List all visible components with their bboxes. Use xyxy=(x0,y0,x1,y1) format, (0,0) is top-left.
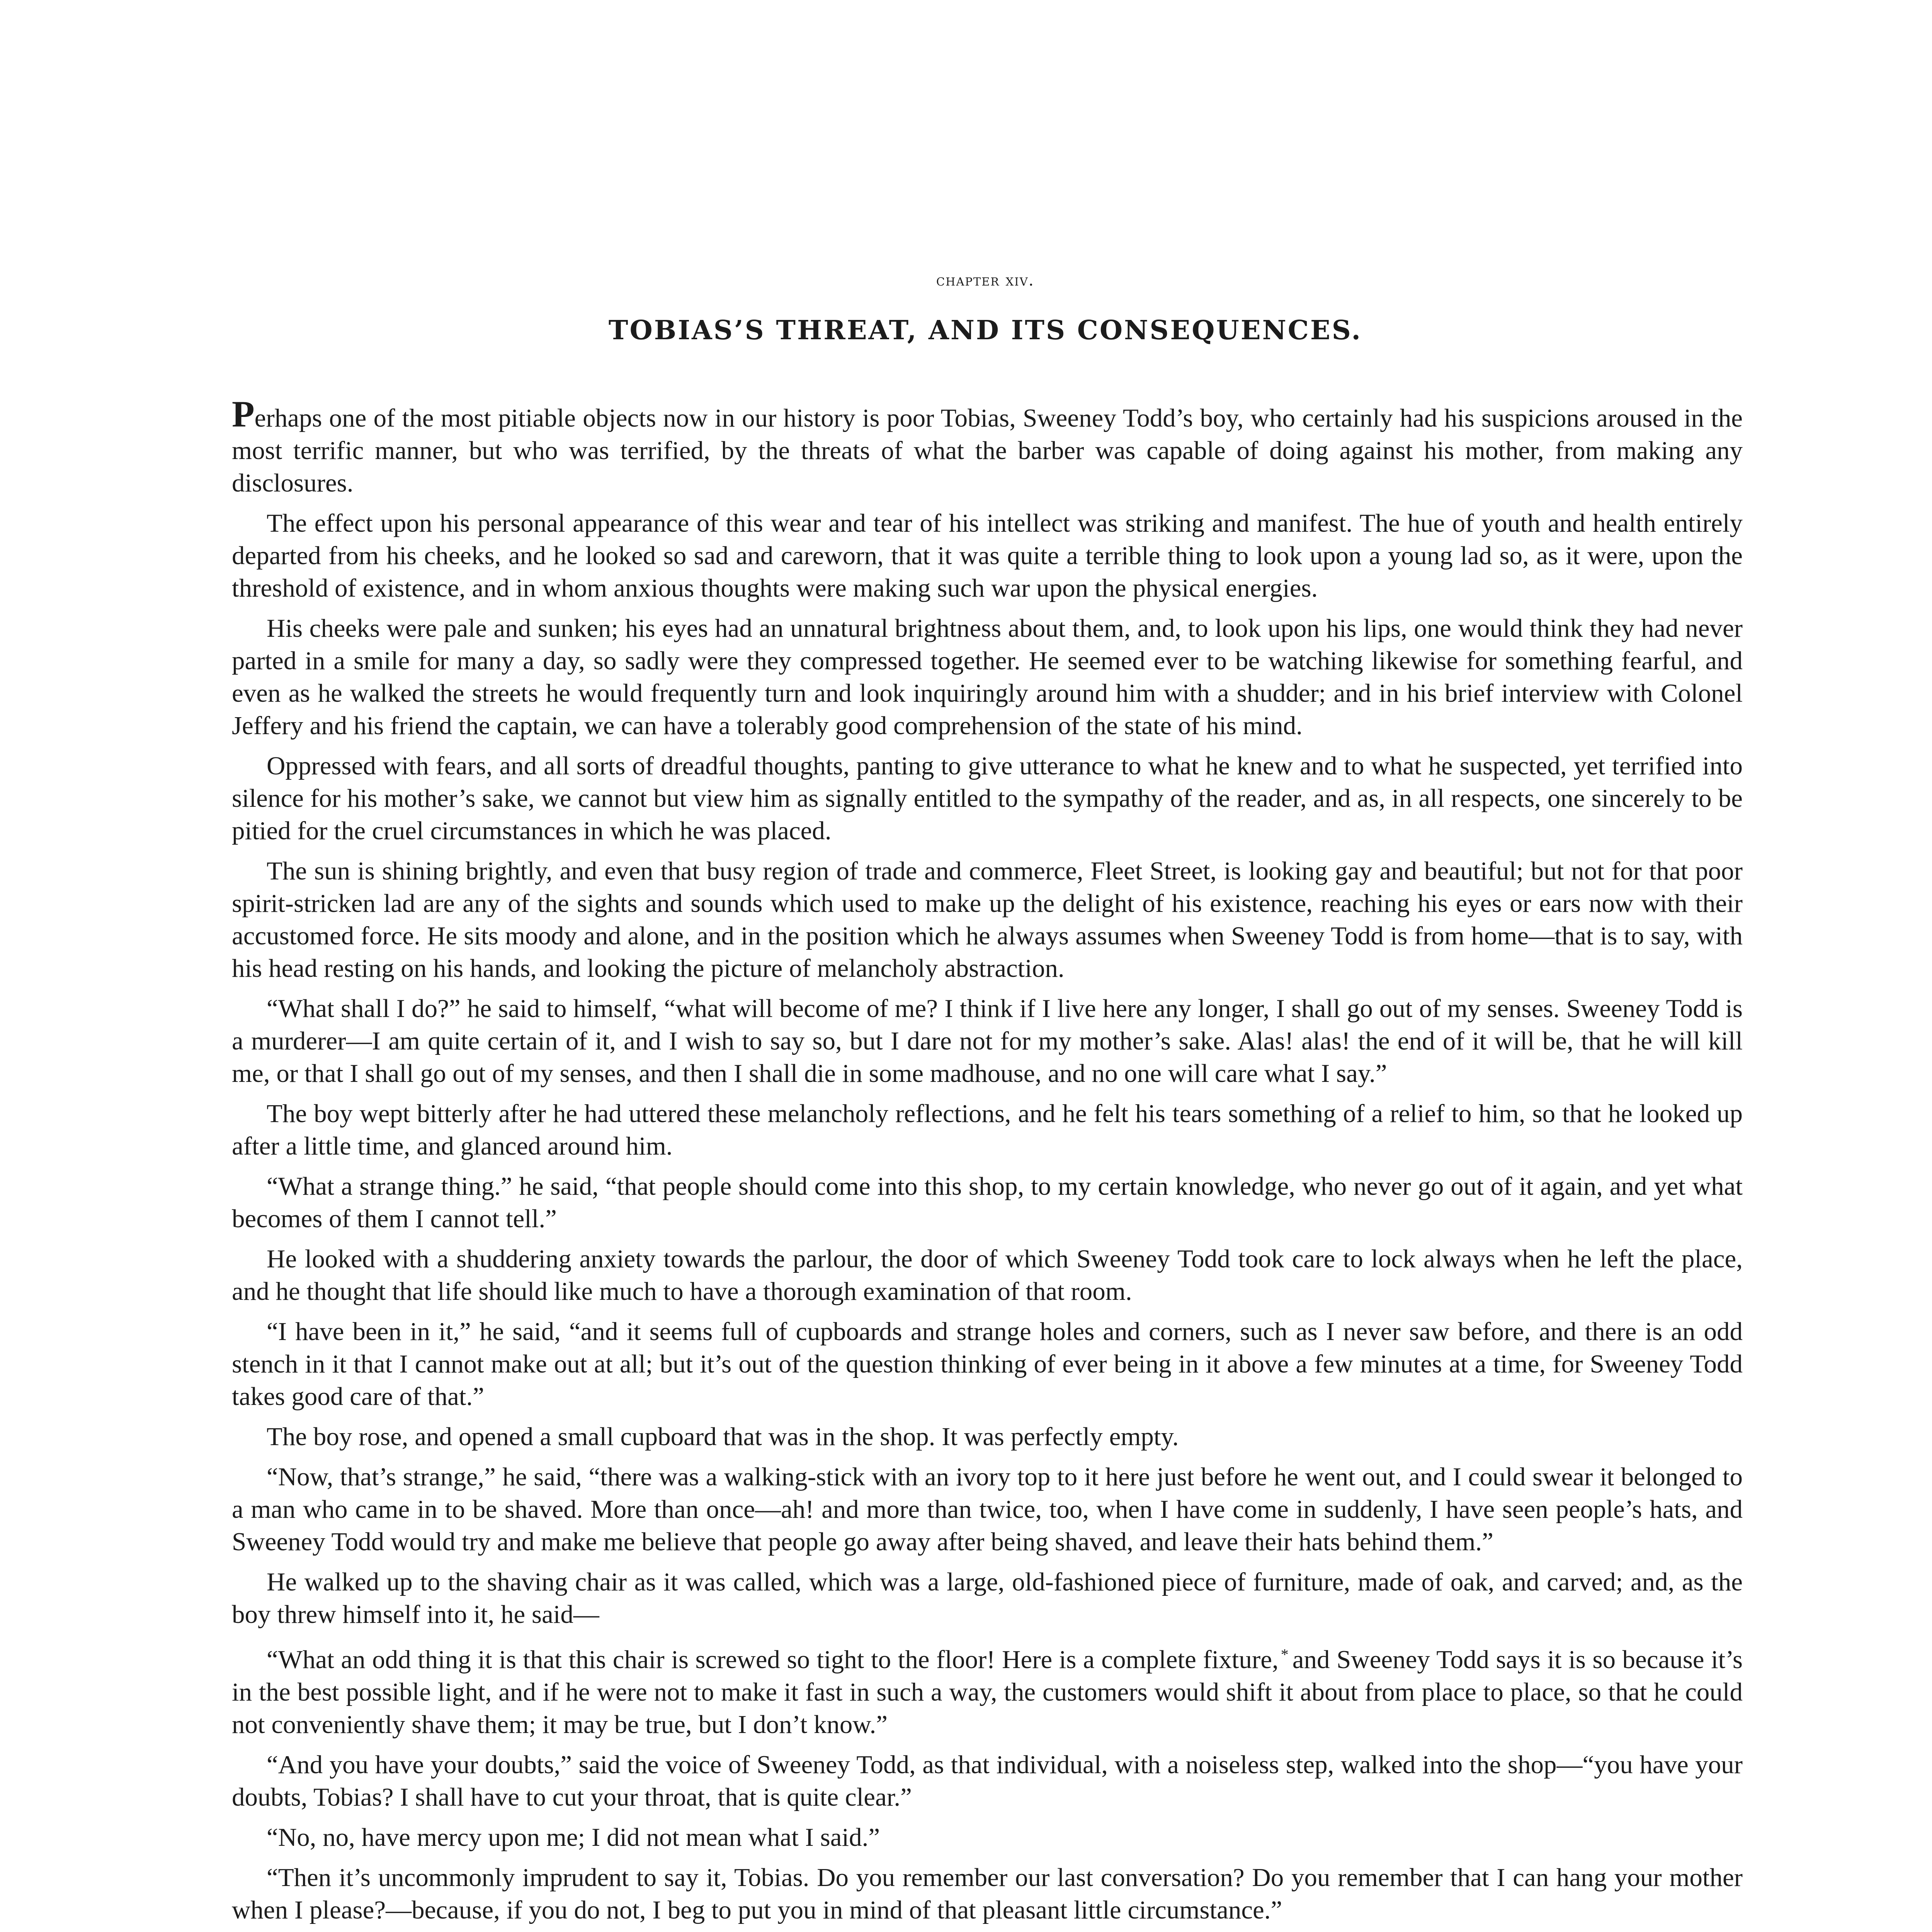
paragraph: Oppressed with fears, and all sorts of dreadful thoughts, panting to give utterance to what he knew and to what he suspected, yet terrified into silence for his mother’s sake, we cannot but view him as signally entitled to the sympathy of the reader, and as, in all respects, one sincerely to be pitied for the cruel circumstances in which he was placed. xyxy=(232,752,1743,845)
paragraph: “What a strange thing.” he said, “that people should come into this shop, to my certain knowledge, who never go out of it again, and yet what becomes of them I cannot tell.” xyxy=(232,1172,1743,1233)
paragraph: “No, no, have mercy upon me; I did not mean what I said.” xyxy=(267,1823,880,1852)
paragraph-text: erhaps one of the most pitiable objects now in our history is poor Tobias, Sweeney Todd’s boy, who certainly had his suspicions aroused in the most terrific manner, but who was terrified, by the threats of what the barber was capable of doing against his mother, from making any disclosures. xyxy=(232,404,1743,497)
paragraph: The boy rose, and opened a small cupboard that was in the shop. It was perfectly empty. xyxy=(267,1422,1179,1451)
paragraph: The effect upon his personal appearance of this wear and tear of his intellect was striking and manifest. The hue of youth and health entirely departed from his cheeks, and he looked so sad and careworn, that it was quite a terrible thing to look upon a young lad so, as it were, upon the threshold of existence, and in whom anxious thoughts were making such war upon the physical energies. xyxy=(232,509,1743,602)
chapter-number: chapter xiv. xyxy=(936,270,1035,289)
footnote-star-icon: * xyxy=(1281,1646,1289,1663)
paragraph: He looked with a shuddering anxiety towards the parlour, the door of which Sweeney Todd took care to lock always when he left the place, and he thought that life should like much to have a thorough examination of that room. xyxy=(232,1245,1743,1306)
paragraph-text-continued: and Sweeney Todd says it is so because it’s in the best possible light, and if he were not to make it fast in such a way, the customers would shift it about from place to place, so that he could not conveniently shave them; it may be true, but I don’t know.” xyxy=(232,1645,1743,1739)
paragraph: “Then it’s uncommonly imprudent to say it, Tobias. Do you remember our last conversation? Do you remember that I can hang your mother when I please?—because, if you do not, I beg to put you in mind of that pleasant little circumstance.” xyxy=(232,1863,1743,1924)
paragraph xyxy=(232,393,1743,499)
paragraph: The sun is shining brightly, and even that busy region of trade and commerce, Fleet Street, is looking gay and beautiful; but not for that poor spirit-stricken lad are any of the sights and sounds which used to make up the delight of his existence, reaching his eyes or ears now with their accustomed force. He sits moody and alone, and in the position which he always assumes when Sweeney Todd is from home—that is to say, with his head resting on his hands, and looking the picture of melancholy abstraction. xyxy=(232,857,1743,983)
chapter-body xyxy=(232,393,1743,1932)
paragraph: “What shall I do?” he said to himself, “what will become of me? I think if I live here any longer, I shall go out of my senses. Sweeney Todd is a murderer—I am quite certain of it, and I wish to say so, but I dare not for my mother’s sake. Alas! alas! the end of it will be, that he will kill me, or that I shall go out of my senses, and then I shall die in some madhouse, and no one will care what I say.” xyxy=(232,994,1743,1088)
paragraph: “I have been in it,” he said, “and it seems full of cupboards and strange holes and corners, such as I never saw before, and there is an odd stench in it that I cannot make out at all; but it’s out of the question thinking of ever being in it above a few minutes at a time, for Sweeney Todd takes good care of that.” xyxy=(232,1317,1743,1411)
paragraph-text: “What an odd thing it is that this chair is screwed so tight to the floor! Here is a complete fixture, xyxy=(267,1645,1279,1674)
paragraph: The boy wept bitterly after he had uttered these melancholy reflections, and he felt his tears something of a relief to him, so that he looked up after a little time, and glanced around him. xyxy=(232,1099,1743,1160)
chapter-title: TOBIAS’S THREAT, AND ITS CONSEQUENCES. xyxy=(608,315,1362,346)
paragraph: “Now, that’s strange,” he said, “there was a walking-stick with an ivory top to it here just before he went out, and I could swear it belonged to a man who came in to be shaved. More than once—ah! and more than twice, too, when I have come in suddenly, I have seen people’s hats, and Sweeney Todd would try and make me believe that people go away after being shaved, and leave their hats behind them.” xyxy=(232,1463,1743,1556)
paragraph: His cheeks were pale and sunken; his eyes had an unnatural brightness about them, and, to look upon his lips, one would think they had never parted in a smile for many a day, so sadly were they compressed together. He seemed ever to be watching likewise for something fearful, and even as he walked the streets he would frequently turn and look inquiringly around him with a shudder; and in his brief interview with Colonel Jeffery and his friend the captain, we can have a tolerably good comprehension of the state of his mind. xyxy=(232,614,1743,740)
drop-cap: P xyxy=(232,393,255,435)
paragraph: “And you have your doubts,” said the voice of Sweeney Todd, as that individual, with a noiseless step, walked into the shop—“you have your doubts, Tobias? I shall have to cut your throat, that is quite clear.” xyxy=(232,1750,1743,1811)
paragraph xyxy=(232,1638,1743,1741)
paragraph: He walked up to the shaving chair as it was called, which was a large, old-fashioned piece of furniture, made of oak, and carved; and, as the boy threw himself into it, he said— xyxy=(232,1568,1743,1629)
